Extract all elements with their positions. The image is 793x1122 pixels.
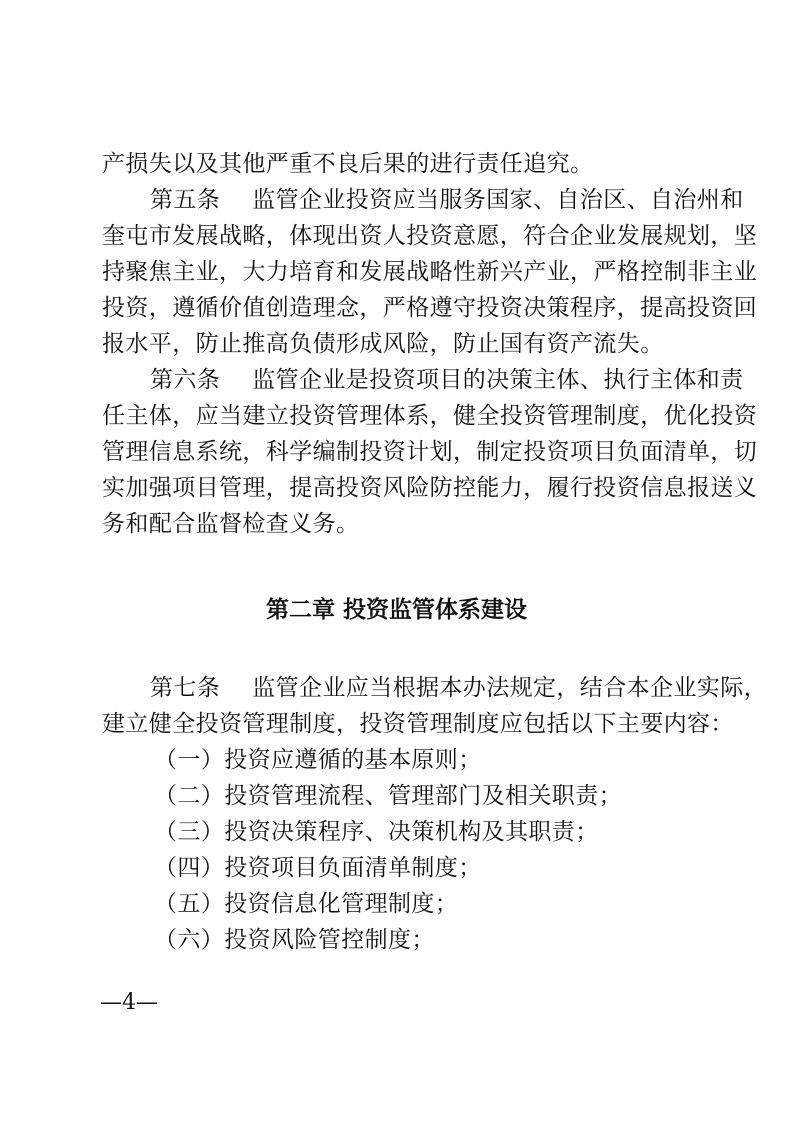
paragraph-line: 管理信息系统，科学编制投资计划，制定投资项目负面清单，切 bbox=[102, 439, 758, 465]
article-5-first-line bbox=[150, 182, 744, 218]
paragraph-line: 产损失以及其他严重不良后果的进行责任追究。 bbox=[102, 151, 594, 177]
chapter-heading: 第二章 投资监管体系建设 bbox=[265, 597, 527, 623]
list-item: （六）投资风险管控制度； bbox=[154, 927, 435, 953]
article-5-label: 第五条 bbox=[150, 187, 221, 213]
article-7-label: 第七条 bbox=[150, 675, 221, 701]
paragraph-line: 实加强项目管理，提高投资风险防控能力，履行投资信息报送义 bbox=[102, 475, 758, 501]
article-7-first-line bbox=[150, 670, 768, 706]
paragraph-line: 奎屯市发展战略，体现出资人投资意愿，符合企业发展规划，坚 bbox=[102, 223, 758, 249]
article-6-first-line bbox=[150, 362, 744, 398]
paragraph-line: 务和配合监督检查义务。 bbox=[102, 511, 360, 537]
list-item: （五）投资信息化管理制度； bbox=[154, 891, 459, 917]
article-5-text: 监管企业投资应当服务国家、自治区、自治州和 bbox=[252, 187, 744, 213]
paragraph-line: 报水平，防止推高负债形成风险，防止国有资产流失。 bbox=[102, 331, 664, 357]
article-7-text: 监管企业应当根据本办法规定，结合本企业实际， bbox=[252, 675, 768, 701]
list-item: （二）投资管理流程、管理部门及相关职责； bbox=[154, 783, 622, 809]
paragraph-line: 任主体，应当建立投资管理体系，健全投资管理制度，优化投资 bbox=[102, 403, 758, 429]
paragraph-line: 建立健全投资管理制度，投资管理制度应包括以下主要内容： bbox=[102, 711, 734, 737]
article-6-text: 监管企业是投资项目的决策主体、执行主体和责 bbox=[252, 367, 744, 393]
list-item: （一）投资应遵循的基本原则； bbox=[154, 747, 482, 773]
list-item: （四）投资项目负面清单制度； bbox=[154, 855, 482, 881]
article-6-label: 第六条 bbox=[150, 367, 221, 393]
paragraph-line: 持聚焦主业，大力培育和发展战略性新兴产业，严格控制非主业 bbox=[102, 259, 758, 285]
list-item: （三）投资决策程序、决策机构及其职责； bbox=[154, 819, 599, 845]
paragraph-line: 投资，遵循价值创造理念，严格遵守投资决策程序，提高投资回 bbox=[102, 295, 758, 321]
page-number: —4— bbox=[100, 990, 158, 1015]
